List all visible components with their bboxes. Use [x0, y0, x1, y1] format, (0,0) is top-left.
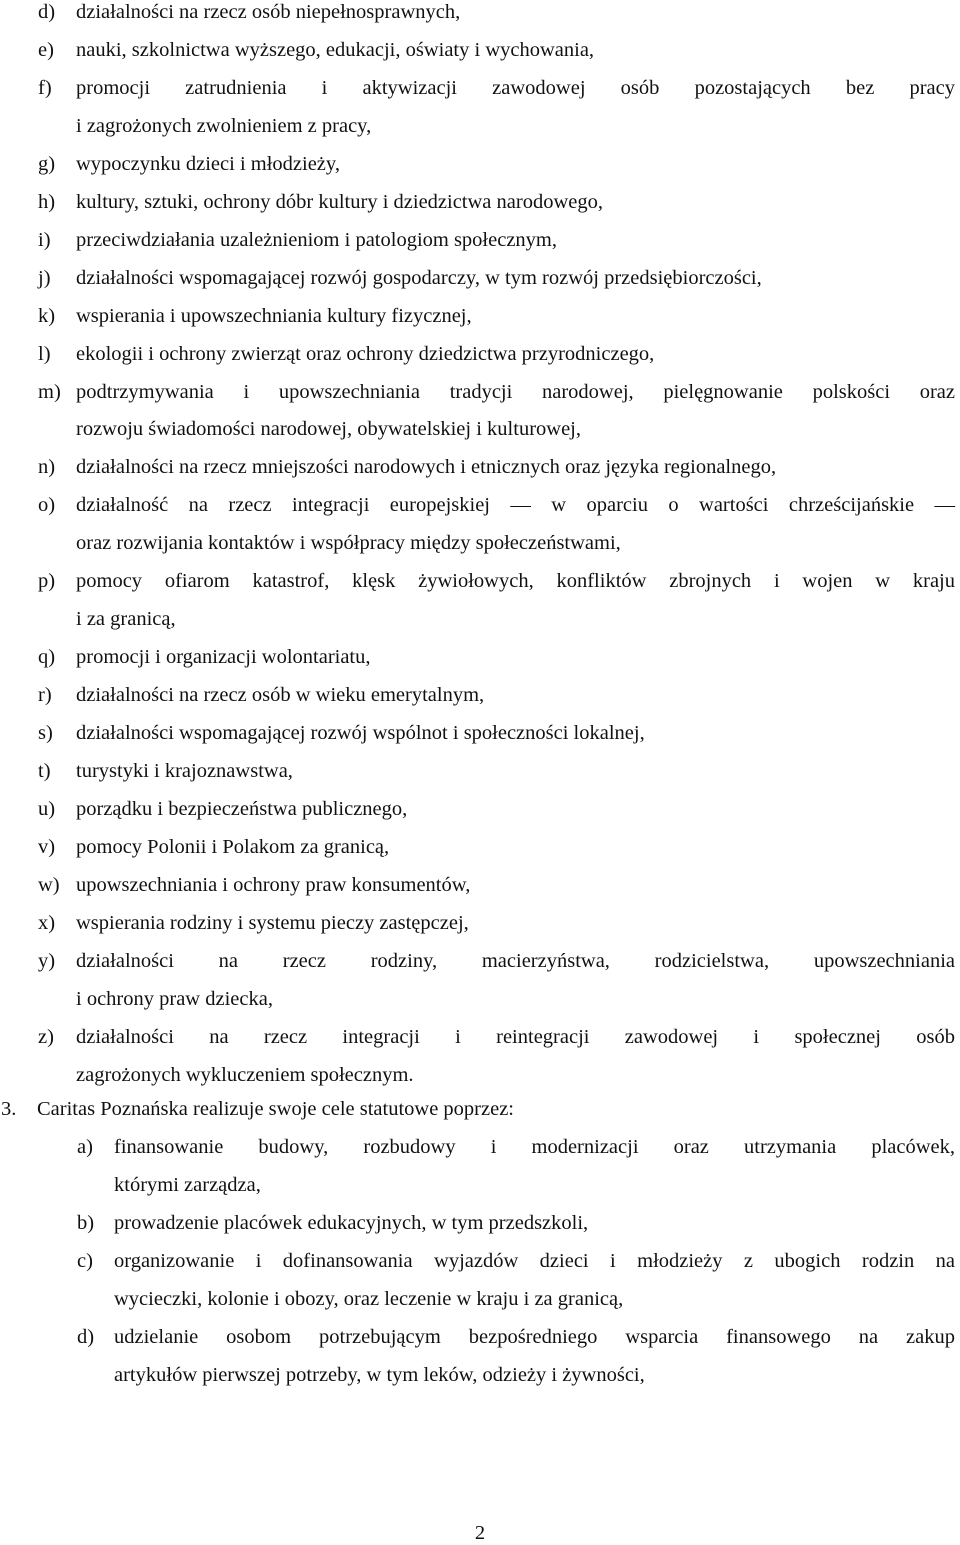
list-item-text: kultury, sztuki, ochrony dóbr kultury i dziedzictwa narodowego,	[76, 190, 603, 213]
list-item-label: x)	[38, 911, 56, 934]
list-item-label: a)	[77, 1136, 93, 1158]
list-item-label: j)	[38, 266, 51, 289]
list-item-text: zagrożonych wykluczeniem społecznym.	[76, 1063, 414, 1086]
list-item-label: d)	[77, 1326, 95, 1348]
list-item-text: działalności wspomagającej rozwój wspólnot i społeczności lokalnej,	[76, 722, 645, 745]
list-item-text: organizowanie i dofinansowania wyjazdów dzieci i młodzieży z ubogich rodzin na	[114, 1250, 955, 1272]
list-item-label: d)	[38, 1, 56, 23]
list-item-label: e)	[38, 38, 54, 61]
list-item-text: finansowanie budowy, rozbudowy i modernizacji oraz utrzymania placówek,	[114, 1136, 955, 1158]
list-item-label: k)	[38, 304, 56, 327]
list-item-label: l)	[38, 342, 51, 365]
section-heading: Caritas Poznańska realizuje swoje cele statutowe poprzez:	[37, 1098, 515, 1120]
list-item-text: porządku i bezpieczeństwa publicznego,	[76, 797, 408, 820]
page-number: 2	[474, 1522, 486, 1544]
list-item-text: działalność na rzecz integracji europejskiej — w oparciu o wartości chrześcijańskie —	[76, 494, 955, 517]
list-item-text: nauki, szkolnictwa wyższego, edukacji, oświaty i wychowania,	[76, 38, 595, 61]
list-item-text: pomocy Polonii i Polakom za granicą,	[76, 835, 390, 858]
list-item-label: t)	[38, 760, 51, 782]
list-item-text: i zagrożonych zwolnieniem z pracy,	[76, 114, 372, 137]
section-number: 3.	[1, 1098, 17, 1120]
list-item-text: wspierania i upowszechniania kultury fizycznej,	[76, 304, 472, 327]
list-item-label: o)	[38, 494, 56, 517]
list-item-text: turystyki i krajoznawstwa,	[76, 760, 293, 782]
list-item-text: działalności na rzecz integracji i reintegracji zawodowej i społecznej osób	[76, 1025, 955, 1048]
list-item-text: wycieczki, kolonie i obozy, oraz leczenie w kraju i za granicą,	[114, 1288, 624, 1310]
list-item-text: działalności na rzecz rodziny, macierzyństwa, rodzicielstwa, upowszechniania	[76, 949, 955, 972]
list-item-label: r)	[38, 684, 52, 707]
list-item-text: promocji zatrudnienia i aktywizacji zawodowej osób pozostających bez pracy	[76, 76, 955, 99]
list-item-text: upowszechniania i ochrony praw konsumentów,	[76, 873, 471, 896]
list-item-text: oraz rozwijania kontaktów i współpracy między społeczeństwami,	[76, 532, 621, 555]
list-item-label: w)	[38, 873, 60, 896]
list-item-text: wypoczynku dzieci i młodzieży,	[76, 152, 340, 175]
list-item-text: działalności wspomagającej rozwój gospodarczy, w tym rozwój przedsiębiorczości,	[76, 266, 762, 289]
list-item-text: udzielanie osobom potrzebującym bezpośredniego wsparcia finansowego na zakup	[114, 1326, 955, 1348]
list-item-text: promocji i organizacji wolontariatu,	[76, 646, 371, 669]
list-item-label: v)	[38, 835, 56, 858]
list-item-text: wspierania rodziny i systemu pieczy zastępczej,	[76, 911, 469, 934]
list-item-text: działalności na rzecz osób niepełnosprawnych,	[76, 1, 461, 23]
list-item-text: rozwoju świadomości narodowej, obywatelskiej i kulturowej,	[76, 418, 581, 441]
list-item-text: pomocy ofiarom katastrof, klęsk żywiołowych, konfliktów zbrojnych i wojen w kraju	[76, 570, 955, 593]
list-item-label: b)	[77, 1212, 95, 1234]
list-item-label: i)	[38, 228, 51, 251]
list-item-label: n)	[38, 456, 56, 479]
list-item-label: h)	[38, 190, 56, 213]
list-item-label: f)	[38, 76, 52, 99]
list-item-text: prowadzenie placówek edukacyjnych, w tym przedszkoli,	[114, 1212, 589, 1234]
list-item-label: s)	[38, 722, 53, 745]
list-item-text: którymi zarządza,	[114, 1174, 261, 1196]
list-item-label: p)	[38, 570, 56, 593]
list-item-text: i ochrony praw dziecka,	[76, 987, 273, 1010]
list-item-label: g)	[38, 152, 56, 175]
list-item-label: c)	[77, 1250, 93, 1272]
list-item-label: u)	[38, 797, 56, 820]
list-item-text: działalności na rzecz mniejszości narodowych i etnicznych oraz języka regionalnego,	[76, 456, 777, 479]
list-item-label: y)	[38, 949, 56, 972]
list-item-text: ekologii i ochrony zwierząt oraz ochrony dziedzictwa przyrodniczego,	[76, 342, 655, 365]
list-item-text: i za granicą,	[76, 608, 176, 631]
list-item-label: z)	[38, 1025, 54, 1048]
list-item-text: podtrzymywania i upowszechniania tradycji narodowej, pielęgnowanie polskości oraz	[76, 380, 955, 403]
list-item-text: artykułów pierwszej potrzeby, w tym leków, odzieży i żywności,	[114, 1364, 645, 1386]
list-item-text: przeciwdziałania uzależnieniom i patologiom społecznym,	[76, 228, 557, 251]
list-item-label: m)	[38, 380, 61, 403]
list-item-text: działalności na rzecz osób w wieku emerytalnym,	[76, 684, 485, 707]
list-item-label: q)	[38, 646, 56, 669]
